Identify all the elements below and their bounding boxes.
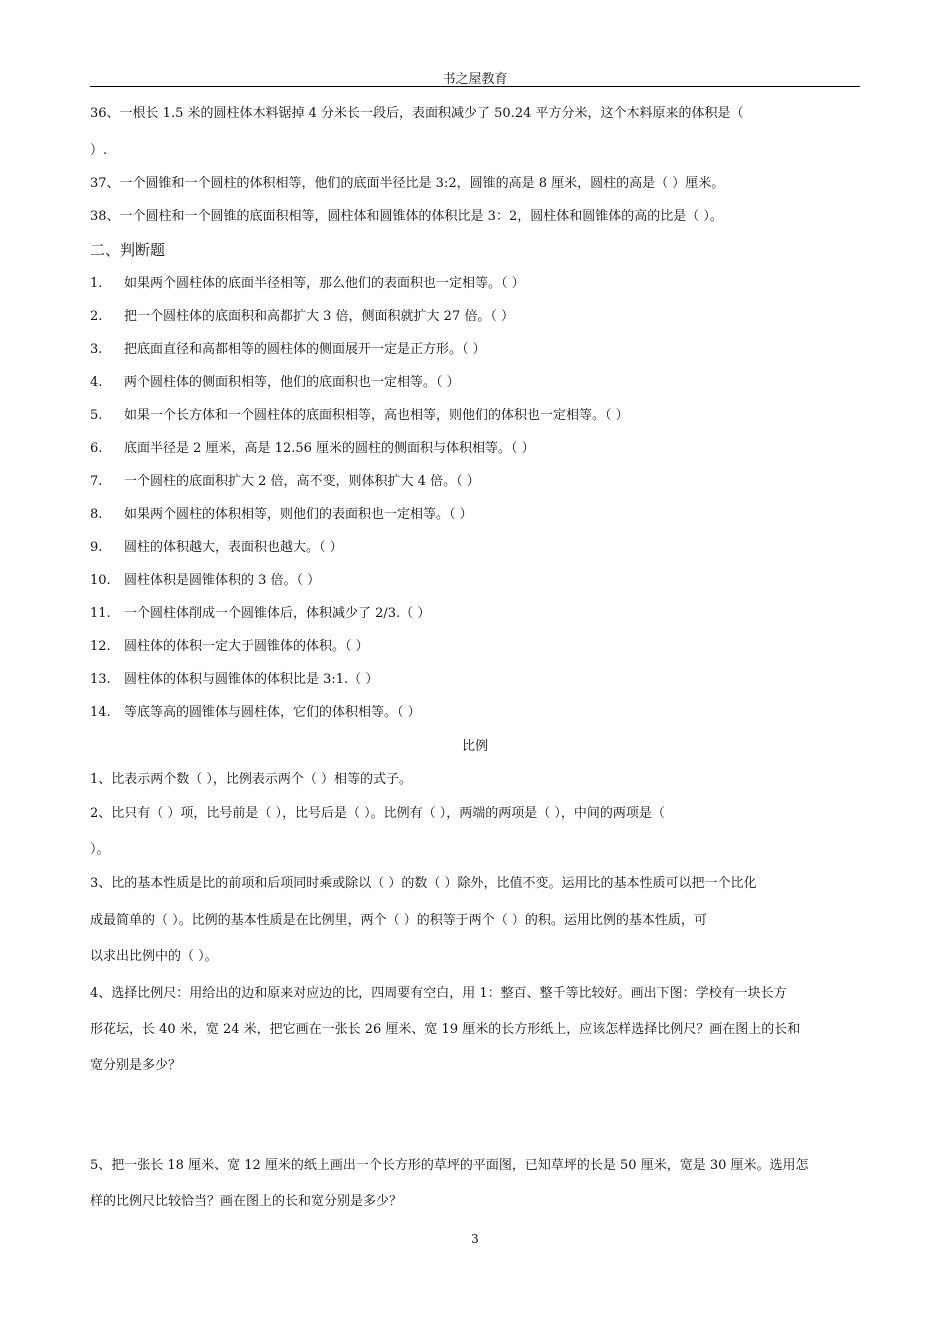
judgment-item-number: 6. [90,441,103,456]
judgment-item-number: 8. [90,507,103,522]
ratio-question-3-line-1: 3、比的基本性质是比的前项和后项同时乘或除以（ ）的数（ ）除外，比值不变。运用比的基本性质可以把一个比化 [90,876,757,891]
judgment-item-number: 4. [90,375,103,390]
judgment-section-title: 二、判断题 [90,241,166,259]
question-36-line-1: 36、一根长 1.5 米的圆柱体木料锯掉 4 分米长一段后，表面积减少了 50.24 平方分米，这个木料原来的体积是（ [90,106,744,121]
judgment-item-number: 12. [90,639,111,654]
judgment-item [90,639,369,655]
ratio-question-4-line-2: 形花坛，长 40 米，宽 24 米，把它画在一张长 26 厘米、宽 19 厘米的长方形纸上，应该怎样选择比例尺？画在图上的长和 [90,1022,801,1037]
judgment-item-number: 3. [90,342,103,357]
judgment-item [90,474,480,490]
judgment-item-text: 如果一个长方体和一个圆柱体的底面积相等，高也相等，则他们的体积也一定相等。（ ） [124,408,629,423]
ratio-question-5-line-1: 5、把一张长 18 厘米、宽 12 厘米的纸上画出一个长方形的草坪的平面图，已知草坪的长是 50 厘米，宽是 30 厘米。选用怎 [90,1158,809,1173]
ratio-section-title: 比例 [461,739,488,754]
judgment-item [90,342,486,358]
judgment-item-text: 圆柱体的体积与圆锥体的体积比是 3:1.（ ） [124,672,379,687]
judgment-item [90,507,473,523]
ratio-question-4-line-3: 宽分别是多少？ [90,1058,182,1073]
ratio-question-2-line-1: 2、比只有（ ）项，比号前是（ ），比号后是（ ）。比例有（ ），两端的两项是（ ），中间的两项是（ [90,806,665,821]
judgment-item-text: 两个圆柱体的侧面积相等，他们的底面积也一定相等。（ ） [124,375,460,390]
judgment-item-text: 如果两个圆柱体的底面半径相等，那么他们的表面积也一定相等。（ ） [124,276,525,291]
judgment-item-text: 把底面直径和高都相等的圆柱体的侧面展开一定是正方形。（ ） [124,342,486,357]
judgment-item-number: 5. [90,408,103,423]
judgment-item-number: 9. [90,540,103,555]
judgment-item-number: 7. [90,474,103,489]
judgment-item-text: 圆柱体的体积一定大于圆锥体的体积。（ ） [124,639,369,654]
ratio-question-1: 1、比表示两个数（ ），比例表示两个（ ）相等的式子。 [90,772,413,787]
judgment-item-text: 等底等高的圆锥体与圆柱体，它们的体积相等。（ ） [124,705,421,720]
page-number: 3 [471,1232,479,1246]
judgment-item [90,606,430,622]
judgment-item [90,573,320,589]
ratio-question-5-line-2: 样的比例尺比较恰当？画在图上的长和宽分别是多少？ [90,1194,403,1209]
question-36-line-2: ）. [90,143,108,158]
question-38: 38、一个圆柱和一个圆锥的底面积相等，圆柱体和圆锥体的体积比是 3：2，圆柱体和圆锥体的高的比是（ ）。 [90,209,723,224]
judgment-item-text: 一个圆柱体削成一个圆锥体后，体积减少了 2/3.（ ） [124,606,431,621]
ratio-question-4-line-1: 4、选择比例尺：用给出的边和原来对应边的比，四周要有空白，用 1：整百、整千等比较好。画出下图：学校有一块长方 [90,986,787,1001]
judgment-item-number: 14. [90,705,111,720]
judgment-item [90,375,460,391]
judgment-item-number: 10. [90,573,111,588]
page-header-title: 书之屋教育 [442,72,508,87]
ratio-question-3-line-2: 成最简单的（ ）。比例的基本性质是在比例里，两个（ ）的积等于两个（ ）的积。运用比例的基本性质，可 [90,913,707,928]
judgment-item [90,276,525,292]
judgment-item [90,309,514,325]
judgment-item-text: 如果两个圆柱的体积相等，则他们的表面积也一定相等。（ ） [124,507,473,522]
judgment-item-number: 2. [90,309,103,324]
ratio-question-3-line-3: 以求出比例中的（ ）。 [90,949,218,964]
judgment-item-number: 13. [90,672,111,687]
question-37: 37、一个圆锥和一个圆柱的体积相等，他们的底面半径比是 3:2，圆锥的高是 8 厘米，圆柱的高是（ ）厘米。 [90,176,725,191]
judgment-item [90,672,378,688]
judgment-item-text: 一个圆柱的底面积扩大 2 倍，高不变，则体积扩大 4 倍。（ ） [124,474,480,489]
judgment-item [90,408,629,424]
judgment-item [90,705,421,721]
judgment-item-text: 把一个圆柱体的底面积和高都扩大 3 倍，侧面积就扩大 27 倍。（ ） [124,309,514,324]
judgment-item-text: 底面半径是 2 厘米，高是 12.56 厘米的圆柱的侧面积与体积相等。（ ） [124,441,535,456]
judgment-item-text: 圆柱体积是圆锥体积的 3 倍。（ ） [124,573,321,588]
ratio-question-2-line-2: ）。 [90,842,110,857]
judgment-item [90,441,535,457]
judgment-item [90,540,343,556]
judgment-item-number: 11. [90,606,111,621]
judgment-item-number: 1. [90,276,103,291]
judgment-item-text: 圆柱的体积越大，表面积也越大。（ ） [124,540,343,555]
header-divider [90,86,860,87]
